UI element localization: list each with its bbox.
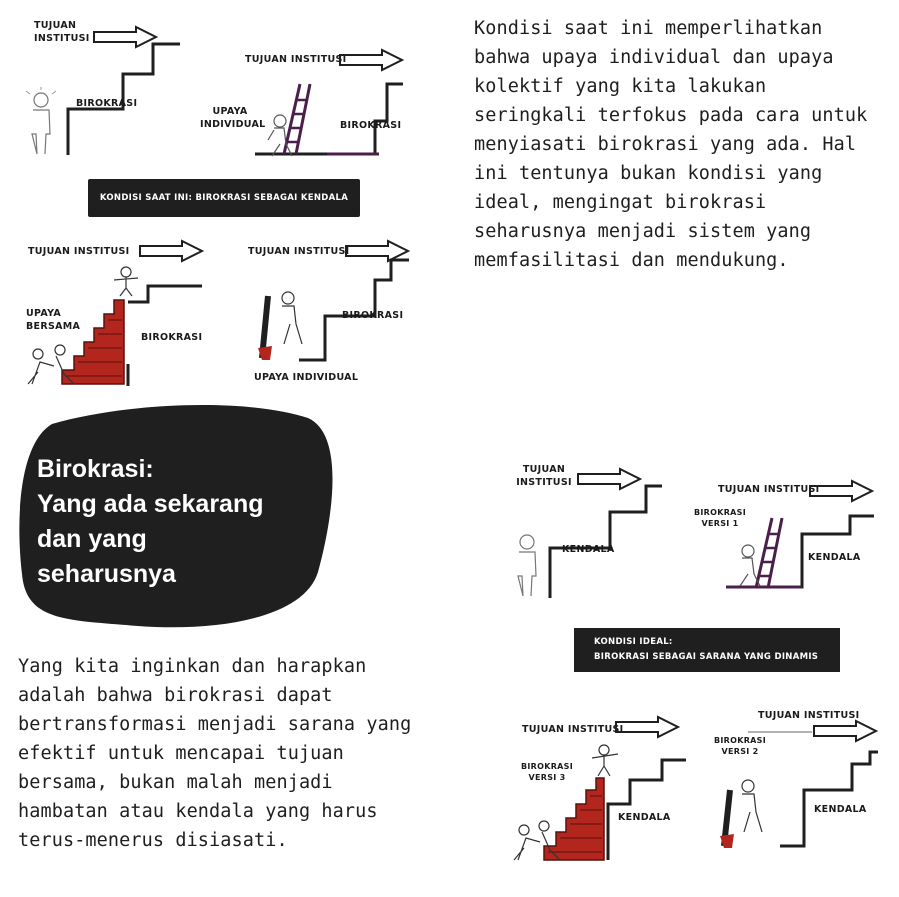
goal-label: TUJUAN INSTITUSI <box>28 246 130 257</box>
people-lifting-icon <box>512 820 562 864</box>
effort-label: UPAYA BERSAMA <box>26 308 81 332</box>
title-line-4: seharusnya <box>37 560 176 588</box>
person-icon <box>510 532 544 598</box>
goal-arrow-icon <box>614 716 680 738</box>
ideal-panel-2 <box>690 478 885 590</box>
banner-text: KONDISI SAAT INI: BIROKRASI SEBAGAI KENDALA <box>99 193 349 203</box>
person-icon <box>732 544 766 588</box>
obstacle-label: BIROKRASI <box>141 332 203 343</box>
people-lifting-icon <box>26 344 78 388</box>
obstacle-label: KENDALA <box>808 552 861 563</box>
goal-label: TUJUAN INSTITUSI <box>248 246 350 257</box>
obstacle-label: KENDALA <box>618 812 671 823</box>
current-panel-2 <box>200 44 410 162</box>
obstacle-label: BIROKRASI <box>342 310 404 321</box>
goal-arrow-icon <box>808 480 874 502</box>
current-panel-1 <box>18 14 188 159</box>
title-line-2: Yang ada sekarang <box>37 490 264 518</box>
obstacle-label: BIROKRASI <box>340 120 402 131</box>
goal-arrow-icon <box>338 49 404 71</box>
person-on-top-icon <box>590 744 620 778</box>
banner-line-1: KONDISI IDEAL: <box>594 637 673 647</box>
ideal-panel-1 <box>504 462 669 602</box>
current-condition-banner <box>88 179 360 217</box>
ideal-panel-3 <box>506 714 690 864</box>
goal-label: TUJUAN INSTITUSI <box>34 20 90 44</box>
person-icon <box>24 90 58 156</box>
paragraph-ideal-condition: Yang kita inginkan dan harapkan adalah bahwa birokrasi dapat bertransformasi menjadi sarana yang efektif untuk mencapai tujuan bersama, bukan malah menjadi hambatan atau kendala yang harus terus-menerus disiasati. <box>18 656 412 851</box>
version-label: BIROKRASI VERSI 3 <box>520 762 574 782</box>
effort-label: UPAYA INDIVIDUAL <box>200 106 266 130</box>
current-panel-4 <box>244 236 424 388</box>
person-with-stick-icon <box>258 288 306 360</box>
goal-arrow-icon <box>812 720 878 742</box>
obstacle-label: KENDALA <box>562 544 615 555</box>
banner-line-2: BIROKRASI SEBAGAI SARANA YANG DINAMIS <box>594 652 819 662</box>
paragraph-current-condition: Kondisi saat ini memperlihatkan bahwa upaya individual dan upaya kolektif yang kita lakukan seringkali terfokus pada cara untuk menyiasati birokrasi yang ada. Hal ini tentunya bukan kondisi yang ideal, mengingat birokrasi seharusnya menjadi sistem yang memfasilitasi dan mendukung. <box>474 18 868 271</box>
staircase-icon <box>760 750 880 848</box>
current-panel-3 <box>20 236 210 388</box>
ideal-condition-banner <box>574 628 840 672</box>
obstacle-label: KENDALA <box>814 804 867 815</box>
ideal-panel-4 <box>712 704 892 854</box>
version-label: BIROKRASI VERSI 2 <box>713 736 767 756</box>
goal-label: TUJUAN INSTITUSI <box>245 54 347 65</box>
goal-label: TUJUAN INSTITUSI <box>758 710 860 721</box>
goal-label: TUJUAN INSTITUSI <box>516 464 572 488</box>
goal-label: TUJUAN INSTITUSI <box>522 724 624 735</box>
version-label: BIROKRASI VERSI 1 <box>693 508 747 528</box>
goal-label: TUJUAN INSTITUSI <box>718 484 820 495</box>
title-line-3: dan yang <box>37 525 147 553</box>
staircase-icon <box>550 484 665 600</box>
goal-line-icon <box>748 730 812 734</box>
obstacle-label: BIROKRASI <box>76 98 138 109</box>
goal-arrow-icon <box>138 240 204 262</box>
person-with-stick-icon <box>720 776 764 848</box>
title-line-1: Birokrasi: <box>37 455 154 483</box>
page-title <box>37 452 327 592</box>
effort-label: UPAYA INDIVIDUAL <box>254 372 359 383</box>
person-icon <box>264 114 298 158</box>
person-on-top-icon <box>112 266 142 298</box>
